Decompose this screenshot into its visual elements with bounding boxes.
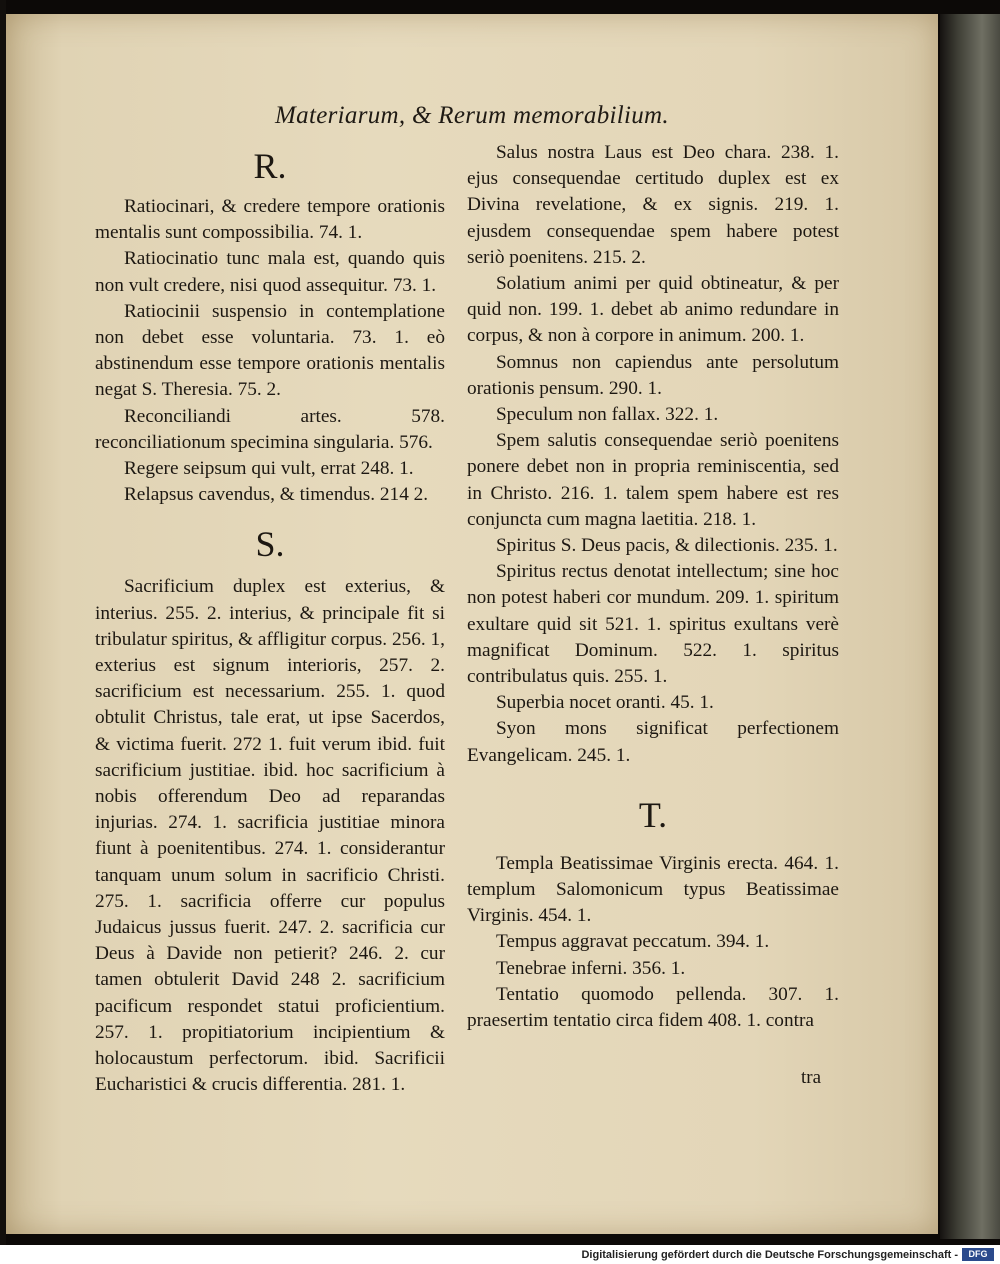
index-entry: Tentatio quomodo pellenda. 307. 1. praesertim tentatio circa fidem 408. 1. contra xyxy=(467,983,839,1032)
index-entry: Superbia nocet oranti. 45. 1. xyxy=(495,692,714,714)
index-entry: Relapsus cavendus, & timendus. 214 2. xyxy=(123,484,429,506)
section-letter-s: S. xyxy=(255,524,285,565)
section-letter-r: R. xyxy=(253,146,287,186)
index-entry: Regere seipsum qui vult, errat 248. 1. xyxy=(123,458,414,480)
index-entry: Sacrificium duplex est exterius, & interius. 255. 2. interius, & principale fit si tribulatur spiritus, & affligitur corpus. 256. 1, exterius est signum interioris, 257. 2. sacrificium est necessarium. 255. 1. quod obtulit Christus, tale erat, ut ipse Sacerdos, & victima fuerit. 272 1. fuit verum ibid. fuit sacrificium justitiae. ibid. hoc sacrificium à nobis offerendum Deo ad reparandas injurias. 274. 1. sacrificia justitiae minora fiunt à poenitentibus. 274. 1. considerantur tanquam unum solum in sacrificio Christi. 275. 1. sacrificia offerre cur populus Judaicus jussus fuerit. 247. 2. sacrificia cur Deus à Davide non petierit? 246. 2. cur tamen obtulerit David 248 2. sacrificium pacificum respondet statui proficientium. 257. 1. propitiatorium incipientium & holocaustum perfectorum. ibid. Sacrificii Eucharistici & crucis differentia. 281. 1. xyxy=(95,576,445,1096)
index-entry: Spiritus rectus denotat intellectum; sine hoc non potest haberi cor mundum. 209. 1. spiritum exultare quid sit 521. 1. spiritus exultans verè magnificat Dominum. 522. 1. spiritus contribulatus quis. 255. 1. xyxy=(467,561,839,688)
book-edge-strip xyxy=(940,14,1000,1239)
section-letter-t: T. xyxy=(638,794,668,835)
index-entry: Reconciliandi artes. 578. reconciliationum specimina singularia. 576. xyxy=(95,405,445,453)
index-entry: Solatium animi per quid obtineatur, & per quid non. 199. 1. debet ab animo redundare in corpus, & non à corpore in animum. 200. 1. xyxy=(467,273,839,347)
index-entry: Spem salutis consequendae seriò poenitens ponere debet non in propria reminiscentia, sed in Christo. 216. 1. talem spem habere est res conjuncta cum magna laetitia. 218. 1. xyxy=(467,430,839,530)
left-column xyxy=(95,140,445,1099)
index-entry: Ratiocinii suspensio in contemplatione non debet esse voluntaria. 73. 1. eò abstinendum esse tempore orationis mentalis negat S. Theresia. 75. 2. xyxy=(95,300,445,401)
right-column xyxy=(467,140,839,1034)
index-entry: Ratiocinari, & credere tempore orationis mentalis sunt compossibilia. 74. 1. xyxy=(95,196,445,244)
running-head: Materiarum, & Rerum memorabilium. xyxy=(275,102,669,129)
book-page xyxy=(6,14,938,1234)
index-entry: Syon mons significat perfectionem Evangelicam. 245. 1. xyxy=(467,718,839,766)
index-entry: Speculum non fallax. 322. 1. xyxy=(495,404,719,426)
index-entry: Templa Beatissimae Virginis erecta. 464. 1. templum Salomonicum typus Beatissimae Virginis. 454. 1. xyxy=(467,852,839,927)
index-entry: Somnus non capiendus ante persolutum orationis pensum. 290. 1. xyxy=(467,351,839,399)
index-entry: Ratiocinatio tunc mala est, quando quis non vult credere, nisi quod assequitur. 73. 1. xyxy=(95,248,445,296)
index-entry: Salus nostra Laus est Deo chara. 238. 1. ejus consequendae certitudo duplex est ex Divina revelatione, & ex signis. 219. 1. ejusdem consequendae spem habere potest seriò poenitens. 215. 2. xyxy=(467,142,839,268)
index-entry: Spiritus S. Deus pacis, & dilectionis. 235. 1. xyxy=(495,535,838,557)
footer-credit: Digitalisierung gefördert durch die Deutsche Forschungsgemeinschaft - xyxy=(581,1249,958,1261)
dfg-logo-icon: DFG xyxy=(962,1248,994,1261)
catchword: tra xyxy=(801,1067,822,1088)
index-entry: Tenebrae inferni. 356. 1. xyxy=(495,957,686,979)
index-entry: Tempus aggravat peccatum. 394. 1. xyxy=(495,931,770,953)
